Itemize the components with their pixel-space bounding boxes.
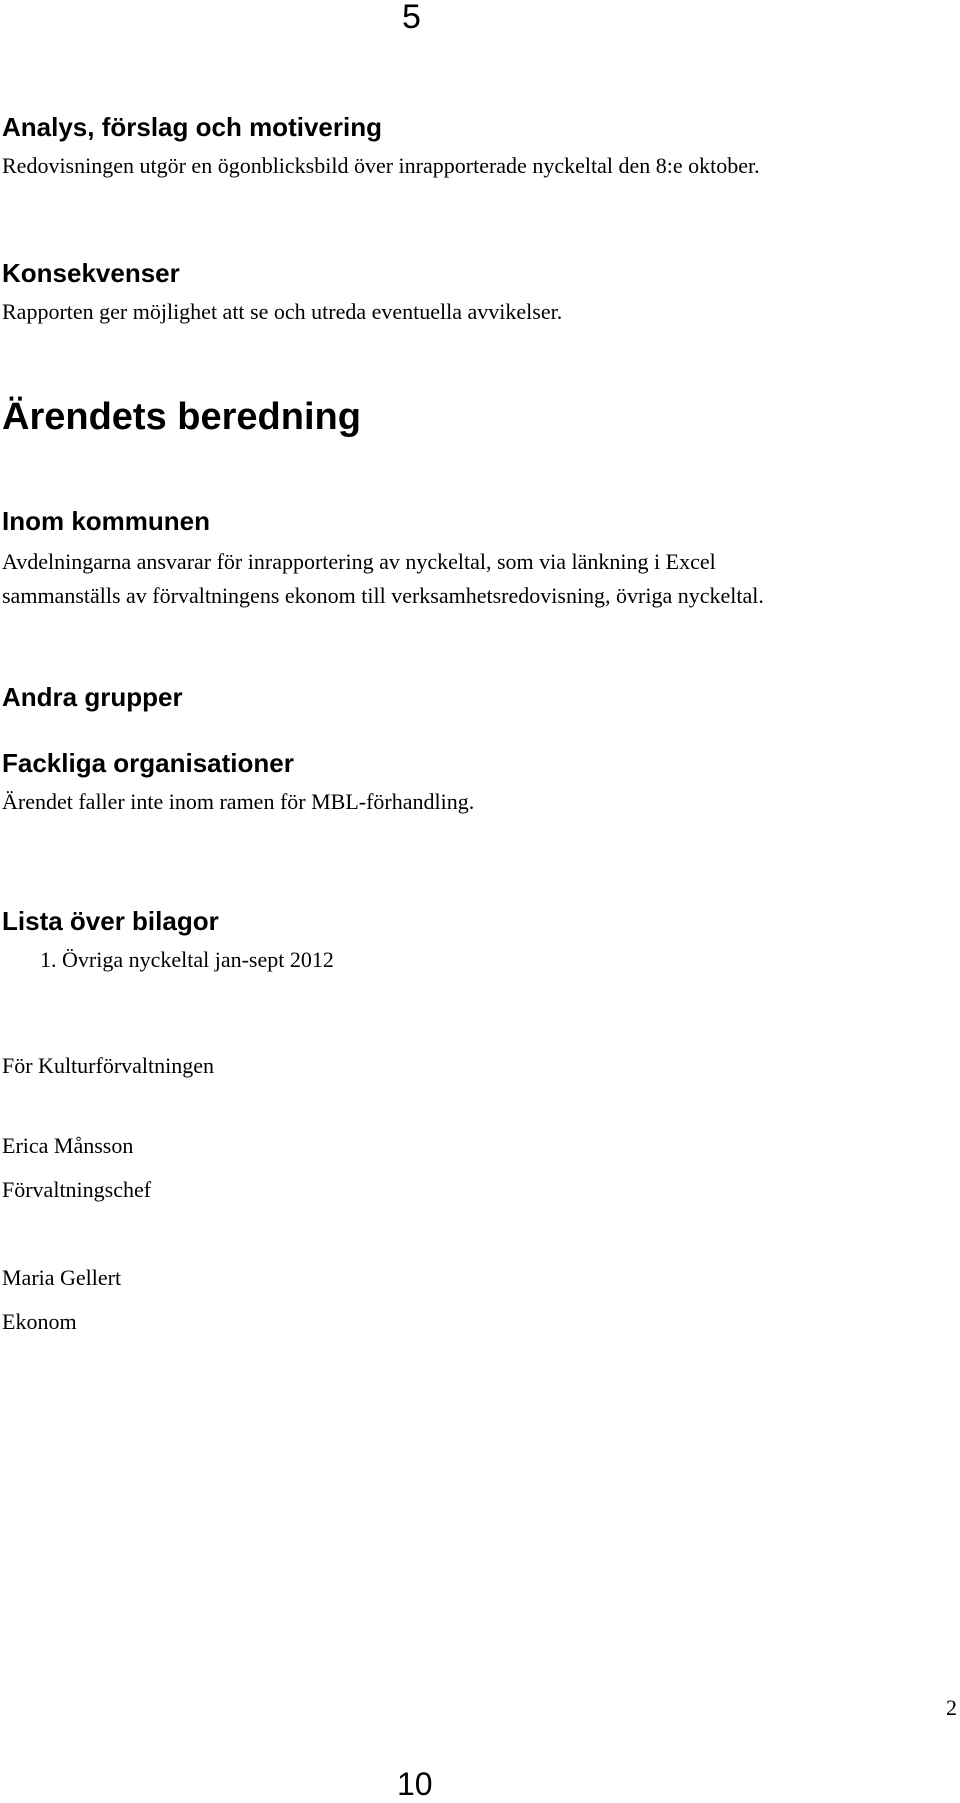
section-text-inom-kommunen-line1: Avdelningarna ansvarar för inrapportering av nyckeltal, som via länkning i Excel [2, 549, 716, 574]
section-heading-fackliga: Fackliga organisationer [2, 748, 294, 778]
main-heading-arendets-beredning: Ärendets beredning [2, 396, 361, 438]
list-item-bilaga-1: 1. Övriga nyckeltal jan-sept 2012 [40, 947, 334, 972]
section-heading-analys: Analys, förslag och motivering [2, 112, 382, 142]
signer1-name: Erica Månsson [2, 1133, 134, 1158]
page-number-top: 5 [402, 0, 421, 36]
section-text-inom-kommunen-line2: sammanställs av förvaltningens ekonom till verksamhetsredovisning, övriga nyckeltal. [2, 583, 764, 608]
section-heading-bilagor: Lista över bilagor [2, 906, 219, 936]
section-heading-inom-kommunen: Inom kommunen [2, 506, 211, 536]
section-text-fackliga: Ärendet faller inte inom ramen för MBL-förhandling. [2, 789, 475, 814]
section-heading-konsekvenser: Konsekvenser [2, 258, 180, 288]
signer2-title: Ekonom [2, 1309, 77, 1334]
signer1-title: Förvaltningschef [2, 1177, 152, 1202]
section-text-analys: Redovisningen utgör en ögonblicksbild över inrapporterade nyckeltal den 8:e oktober. [2, 153, 760, 178]
section-text-konsekvenser: Rapporten ger möjlighet att se och utreda eventuella avvikelser. [2, 299, 563, 324]
signer2-name: Maria Gellert [2, 1265, 122, 1290]
footer-page-number-center: 10 [397, 1766, 433, 1802]
signature-for-line: För Kulturförvaltningen [2, 1053, 215, 1078]
footer-page-number-right: 2 [946, 1695, 957, 1720]
section-heading-andra-grupper: Andra grupper [2, 682, 183, 712]
